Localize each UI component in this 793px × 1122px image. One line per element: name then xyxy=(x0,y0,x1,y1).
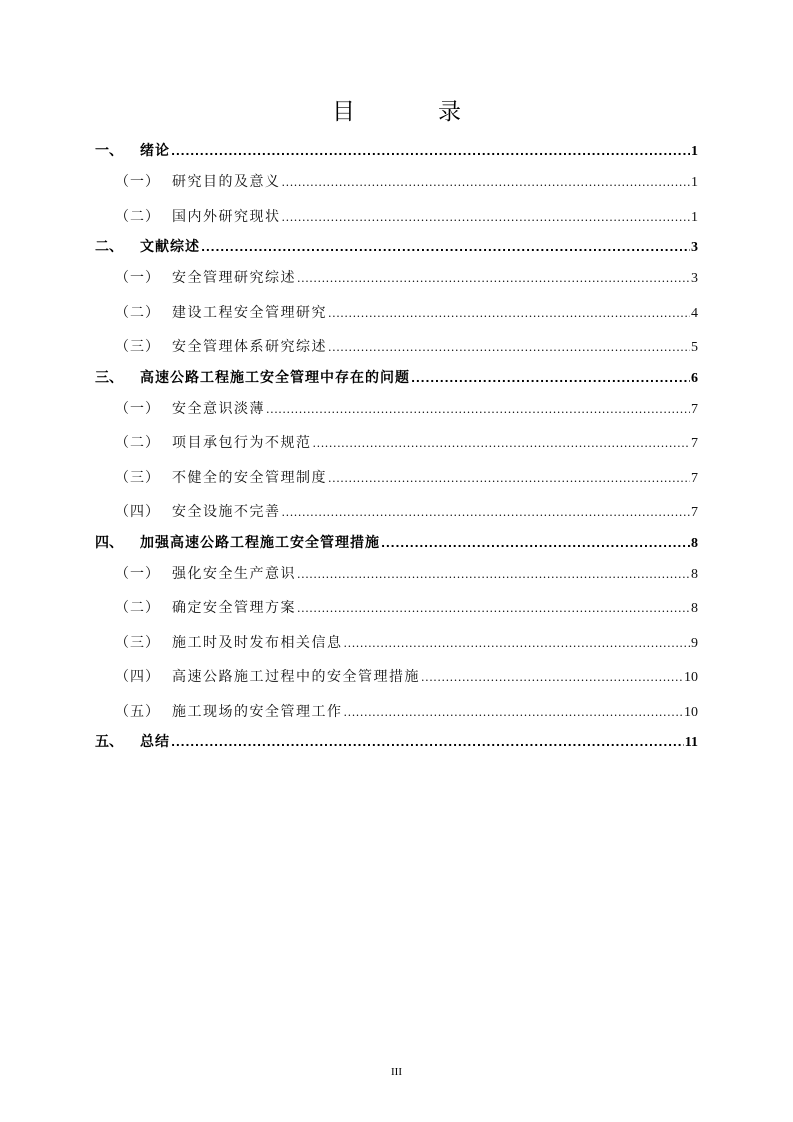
dot-leader xyxy=(282,201,691,236)
toc-entry-section-3-3[interactable] xyxy=(95,461,698,496)
toc-label: 施工时及时发布相关信息 xyxy=(172,634,343,651)
toc-number: （四） xyxy=(115,669,160,685)
dot-leader xyxy=(201,234,690,261)
toc-entry-chapter-1[interactable] xyxy=(95,138,698,165)
toc-label: 项目承包行为不规范 xyxy=(172,435,312,451)
dot-leader xyxy=(328,462,690,497)
toc-label: 国内外研究现状 xyxy=(172,208,281,225)
page-title: 目 录 xyxy=(332,99,491,125)
toc-page: 8 xyxy=(691,601,698,616)
dot-leader xyxy=(421,661,683,696)
toc-number: （一） xyxy=(115,270,160,286)
toc-page: 7 xyxy=(691,401,698,417)
toc-page: 7 xyxy=(691,470,698,486)
toc-page: 1 xyxy=(691,144,698,159)
toc-number: （三） xyxy=(115,339,160,355)
toc-page: 3 xyxy=(691,271,698,286)
toc-page: 7 xyxy=(691,436,698,451)
toc-entry-section-1-2[interactable] xyxy=(95,200,698,235)
toc-label: 高速公路施工过程中的安全管理措施 xyxy=(172,669,420,685)
toc-entry-section-4-2[interactable] xyxy=(95,591,698,626)
toc-entry-section-3-1[interactable] xyxy=(95,392,698,427)
toc-number: 五、 xyxy=(95,734,123,750)
dot-leader xyxy=(344,696,684,731)
toc-entry-section-1-1[interactable] xyxy=(95,165,698,200)
dot-leader xyxy=(282,166,691,201)
toc-page: 8 xyxy=(691,566,698,582)
dot-leader xyxy=(381,530,690,557)
toc-label: 建设工程安全管理研究 xyxy=(172,304,327,321)
toc-entry-chapter-4[interactable] xyxy=(95,530,698,557)
toc-number: 二、 xyxy=(95,239,123,255)
page-number: III xyxy=(391,1066,402,1078)
toc-entry-section-4-1[interactable] xyxy=(95,557,698,592)
toc-label: 施工现场的安全管理工作 xyxy=(172,703,343,720)
toc-number: （三） xyxy=(115,634,160,651)
toc-entry-chapter-3[interactable] xyxy=(95,365,698,392)
toc-number: （一） xyxy=(115,174,160,190)
toc-page: 7 xyxy=(691,505,698,520)
dot-leader xyxy=(297,262,690,297)
toc-page: 3 xyxy=(691,240,698,255)
toc-page: 10 xyxy=(684,704,698,720)
toc-label: 研究目的及意义 xyxy=(172,174,281,190)
table-of-contents xyxy=(95,138,698,756)
toc-entry-section-3-4[interactable] xyxy=(95,495,698,530)
dot-leader xyxy=(282,496,691,531)
dot-leader xyxy=(313,427,691,462)
toc-page: 10 xyxy=(684,670,698,685)
toc-entry-section-3-2[interactable] xyxy=(95,426,698,461)
toc-entry-section-4-3[interactable] xyxy=(95,626,698,661)
toc-number: 三、 xyxy=(95,369,123,386)
toc-label: 强化安全生产意识 xyxy=(172,565,296,582)
toc-number: 一、 xyxy=(95,143,123,159)
toc-number: （四） xyxy=(115,504,160,520)
toc-number: （二） xyxy=(115,435,160,451)
toc-page: 6 xyxy=(691,370,698,386)
toc-page: 5 xyxy=(691,340,698,355)
toc-page: 9 xyxy=(691,635,698,651)
toc-page: 8 xyxy=(691,535,698,551)
toc-label: 确定安全管理方案 xyxy=(172,600,296,616)
toc-label: 加强高速公路工程施工安全管理措施 xyxy=(140,534,380,551)
toc-number: （一） xyxy=(115,400,160,417)
toc-page: 1 xyxy=(691,175,698,190)
toc-number: （一） xyxy=(115,565,160,582)
dot-leader xyxy=(297,558,690,593)
dot-leader xyxy=(328,297,690,332)
toc-entry-chapter-2[interactable] xyxy=(95,234,698,261)
toc-label: 安全意识淡薄 xyxy=(172,400,265,417)
toc-label: 安全管理研究综述 xyxy=(172,270,296,286)
dot-leader xyxy=(266,393,690,428)
toc-entry-section-2-2[interactable] xyxy=(95,296,698,331)
toc-entry-section-4-4[interactable] xyxy=(95,660,698,695)
dot-leader xyxy=(344,627,691,662)
toc-number: （二） xyxy=(115,208,160,225)
toc-number: （五） xyxy=(115,703,160,720)
toc-number: 四、 xyxy=(95,534,123,551)
toc-label: 绪论 xyxy=(140,143,170,159)
toc-number: （二） xyxy=(115,304,160,321)
dot-leader xyxy=(171,138,690,165)
dot-leader xyxy=(328,331,690,366)
toc-page: 4 xyxy=(691,305,698,321)
dot-leader xyxy=(171,729,684,756)
toc-label: 不健全的安全管理制度 xyxy=(172,469,327,486)
dot-leader xyxy=(411,365,690,392)
toc-page: 1 xyxy=(691,209,698,225)
toc-label: 高速公路工程施工安全管理中存在的问题 xyxy=(140,369,410,386)
toc-label: 安全管理体系研究综述 xyxy=(172,339,327,355)
toc-number: （二） xyxy=(115,600,160,616)
dot-leader xyxy=(297,592,690,627)
toc-label: 文献综述 xyxy=(140,239,200,255)
toc-entry-section-2-1[interactable] xyxy=(95,261,698,296)
toc-entry-section-4-5[interactable] xyxy=(95,695,698,730)
toc-page: 11 xyxy=(684,735,698,750)
toc-number: （三） xyxy=(115,469,160,486)
toc-entry-section-2-3[interactable] xyxy=(95,330,698,365)
toc-entry-chapter-5[interactable] xyxy=(95,729,698,756)
toc-label: 安全设施不完善 xyxy=(172,504,281,520)
toc-label: 总结 xyxy=(140,734,170,750)
